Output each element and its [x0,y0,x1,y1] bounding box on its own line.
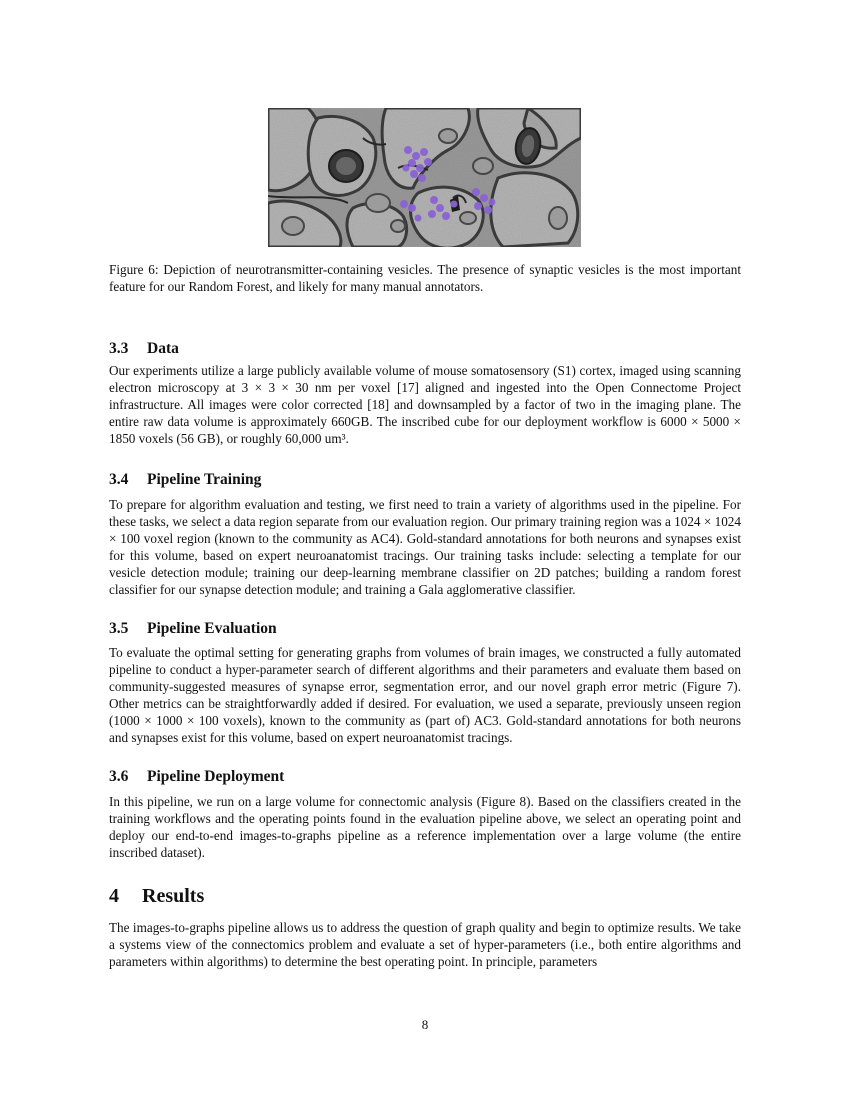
section-number: 3.3 [109,340,129,357]
section-title: Pipeline Training [147,471,262,488]
em-micrograph-figure [268,108,581,247]
section-number: 3.4 [109,471,129,488]
section-body-pipeline-training: To prepare for algorithm evaluation and testing, we first need to train a variety of algorithms used in the pipeline. For these tasks, we select a data region separate from our evaluation region. Our primary training region was a 1024 × 1024 × 100 voxel region (known to the community as AC4). Gold-standard annotations for both neurons and synapses exist for this volume, based on expert neuroanatomist tracings. Our training tasks include: selecting a template for our vesicle detection module; training our deep-learning membrane classifier on 2D patches; building a random forest classifier for our synapse detection module; and training a Gala agglomerative classifier. [109,497,741,597]
section-title: Results [142,885,205,907]
section-heading-data [109,339,179,358]
section-number: 3.5 [109,620,129,637]
section-heading-pipeline-training [109,470,261,489]
section-body-pipeline-evaluation: To evaluate the optimal setting for generating graphs from volumes of brain images, we constructed a fully automated pipeline to conduct a hyper-parameter search of different algorithms and their parameters and evaluate them based on community-suggested measures of synapse error, segmentation error, and our novel graph error metric (Figure 7). Other metrics can be straightforwardly added if desired. For evaluation, we used a separate, previously unseen region (1000 × 1000 × 100 voxels), known to the community as (part of) AC3. Gold-standard annotations for both neurons and synapses exist for this volume, based on expert neuroanatomist tracings. [109,645,741,745]
section-number: 3.6 [109,768,129,785]
section-heading-pipeline-evaluation [109,619,277,638]
section-body-pipeline-deployment: In this pipeline, we run on a large volume for connectomic analysis (Figure 8). Based on the classifiers created in the training workflows and the operating points found in the evaluation pipeline above, we select an operating point and deploy our end-to-end images-to-graphs pipeline as a reference implementation over a large volume (the entire inscribed dataset). [109,794,741,860]
section-heading-results [109,884,204,908]
page-number: 8 [421,1017,429,1032]
section-body-results: The images-to-graphs pipeline allows us to address the question of graph quality and begin to optimize results. We take a systems view of the connectomics problem and evaluate a set of hyper-parameters (i.e., both entire algorithms and parameters within algorithms) to determine the best operating point. In principle, parameters [109,920,741,969]
section-title: Pipeline Evaluation [147,620,277,637]
section-title: Data [147,340,179,357]
figure-caption: Figure 6: Depiction of neurotransmitter-containing vesicles. The presence of synaptic vesicles is the most important feature for our Random Forest, and likely for many manual annotators. [109,262,741,294]
section-heading-pipeline-deployment [109,767,284,786]
section-number: 4 [109,885,119,907]
section-body-data: Our experiments utilize a large publicly available volume of mouse somatosensory (S1) cortex, imaged using scanning electron microscopy at 3 × 3 × 30 nm per voxel [17] aligned and ingested into the Open Connectome Project infrastructure. All images were color corrected [18] and downsampled by a factor of two in the imaging plane. The entire raw data volume is approximately 660GB. The inscribed cube for our deployment workflow is 6000 × 5000 × 1850 voxels (56 GB), or roughly 60,000 um³. [109,363,741,446]
section-title: Pipeline Deployment [147,768,285,785]
